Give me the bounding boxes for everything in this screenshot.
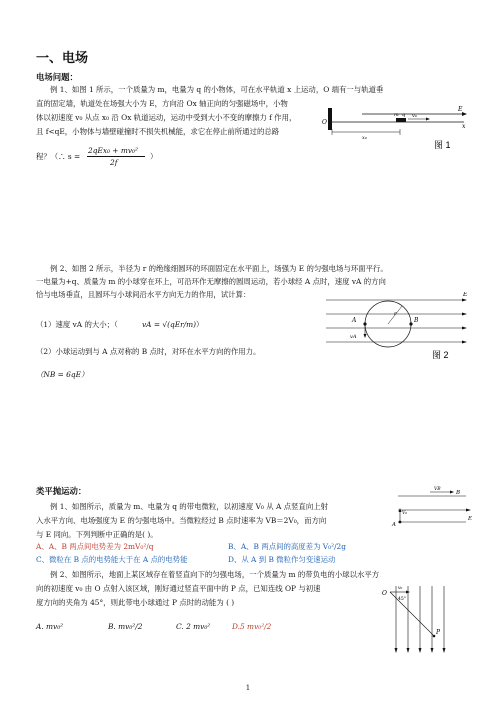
p2-ex1-option-b: B、A、B 两点间的高度差为 V₀²/2g	[228, 542, 346, 551]
page-number: 1	[245, 684, 251, 692]
ex2-q2-answer: （NB = 6qE）	[36, 370, 89, 379]
figure-1	[322, 102, 470, 152]
fig4-letter-p: P	[436, 629, 441, 636]
fig1-label: 图 1	[434, 140, 451, 150]
ex1-answer-prefix: 程？（∴ s =	[36, 152, 81, 161]
p2-ex2-option-c: C. 2 mv₀²	[176, 622, 211, 631]
fig1-letter-x0: x₀	[362, 135, 367, 141]
ex1-line-3: 体以初速度 v₀ 从点 x₀ 沿 Ox 轨道运动，运动中受到大小不变的摩擦力 f 作用，	[36, 113, 297, 122]
fig1-letter-e: E	[458, 106, 463, 113]
fig1-letter-v0: v₀	[412, 113, 417, 119]
ex2-line-1: 例 2、如图 2 所示，半径为 r 的绝缘细圆环的环面固定在水平面上，场强为 E 的匀强电场与环面平行。	[50, 264, 388, 273]
fig3-letter-e: E	[468, 516, 473, 522]
p2-ex1-option-c: C、微粒在 B 点的电势能大于在 A 点的电势能	[36, 555, 188, 564]
ex2-question-2: （2）小球运动到与 A 点对称的 B 点时，对环在水平方向的作用力。	[36, 347, 261, 356]
fig4-letter-v0: v₀	[398, 586, 403, 591]
fig1-letter-q: q	[402, 112, 406, 118]
fig1-letter-m: m	[394, 112, 399, 118]
fig3-letter-b: B	[456, 490, 461, 496]
p2-ex2-line-1: 例 2、如图所示，地面上某区域存在着竖直向下的匀强电场，一个质量为 m 的带负电的小球以水平方	[50, 570, 380, 579]
p2-ex2-line-2: 向的初速度 v₀ 由 O 点射入该区域，刚好通过竖直平面中的 P 点，已知连线 OP 与初速	[36, 584, 321, 593]
p2-ex1-option-d: D、从 A 到 B 微粒作匀变速运动	[228, 555, 336, 564]
p2-ex1-option-a: A、A、B 两点间电势差为 2mV₀²/q	[36, 542, 154, 551]
figure-2	[322, 292, 472, 364]
figure-4	[376, 578, 466, 658]
fig1-letter-o: O	[322, 119, 327, 126]
p2-ex2-line-3: 度方向的夹角为 45°，则此带电小球通过 P 点时的动能为 ( )	[36, 598, 235, 607]
p2-ex2-option-a: A. mv₀²	[36, 622, 64, 631]
ex2-question-1: （1）速度 vA 的大小；（	[36, 320, 118, 329]
ex2-q1-answer: vA = √(qEr/m)	[142, 320, 197, 329]
fig2-letter-r: r	[394, 311, 397, 317]
p2-ex1-line-2: 入水平方向、电场强度为 E 的匀强电场中。当微粒经过 B 点时速率为 VB＝2V₀，而方向	[36, 516, 327, 525]
heading-projectile-like-motion: 类平抛运动：	[36, 486, 87, 496]
p2-ex1-line-1: 例 1、如图所示，质量为 m、电量为 q 的带电微粒，以初速度 V₀ 从 A 点竖直向上射	[50, 502, 328, 511]
ex1-line-2: 直的固定墙，轨道处在场强大小为 E，方向沿 Ox 轴正向的匀强磁场中，小物	[36, 99, 288, 108]
fig2-letter-e: E	[463, 292, 468, 298]
ex1-answer-numerator: 2qEx₀ + mv₀²	[88, 146, 138, 155]
figure-3	[390, 486, 476, 532]
ex1-answer-suffix: ）	[150, 152, 158, 161]
fig2-letter-a: A	[352, 317, 357, 324]
fig4-angle: 45°	[398, 597, 406, 602]
ex1-answer-denominator: 2f	[110, 158, 118, 167]
fig2-letter-va: vA	[350, 334, 357, 340]
section-title: 一、电场	[36, 50, 89, 65]
p2-ex2-option-d: D.5 mv₀²/2	[232, 622, 272, 631]
p2-ex2-option-b: B. mv₀²/2	[108, 622, 143, 631]
fig3-letter-vb: VB	[434, 487, 441, 492]
ex1-line-4: 且 f<qE，小物体与墙壁碰撞时不损失机械能，求它在停止前所通过的总路	[36, 127, 280, 136]
ex1-line-1: 例 1、如图 1 所示，一个质量为 m，电量为 q 的小物体，可在水平轨道 x 上运动，O 端有一与轨道垂	[50, 85, 384, 94]
heading-electric-field-problems: 电场问题：	[36, 72, 78, 82]
p2-ex1-line-3: 与 E 同向。下列判断中正确的是( )。	[36, 530, 158, 539]
fig2-letter-b: B	[414, 317, 419, 324]
fraction-bar	[87, 156, 145, 157]
fig1-letter-x: x	[462, 123, 466, 130]
ex2-q1-end: ）	[196, 320, 204, 329]
fig4-letter-o: O	[382, 590, 387, 597]
ex2-line-3: 恰与电场垂直，且圆环与小球间沿水平方向无力的作用，试计算：	[36, 290, 251, 299]
fig2-label: 图 2	[432, 350, 449, 360]
fig3-letter-a: A	[392, 522, 396, 528]
fig3-letter-v0: V₀	[402, 511, 408, 516]
ex2-line-2: 一电量为+q、质量为 m 的小球穿在环上，可沿环作无摩擦的圆周运动，若小球经 A 点时，速度 vA 的方向	[36, 277, 386, 286]
